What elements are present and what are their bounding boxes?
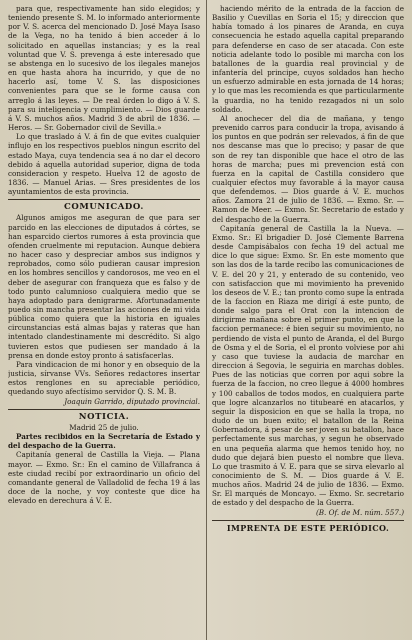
right-paragraph-2: Al anochecer del dia de mañana, y tengo prevenido carros para conducir la tropa, avisando á los puntos en que podrán ser relevados, á fin de que nos descanse mas que lo preciso; y pasar de que son de rey tan disponible que hace el otro de las horas de marcha; pues mi prevencion está con fuerza en la capital de Castilla considero que cualquier efectos muy favorable á la mayor causa que defendemos. — Dios guarde á V. E. muchos años. Zamora 21 de julio de 1836. — Exmo. Sr. — Ramon de Meer. — Exmo. Sr. Secretario de estado y del despacho de la Guerra. (212, 113, 404, 224)
left-paragraph-5: Partes recibidos en la Secretaría de Estado y del despacho de la Guerra. (8, 432, 200, 451)
left-paragraph-2: Lo que traslado á V. á fin de que evites cualquier influjo en los respectivos pueblos ningun escrito del estado Maya, cuya tendencia sea á no dar el decoro debido á aquella autoridad superior, digna de toda consideracion y respeto. Huelva 12 de agosto de 1836. — Manuel Arias. — Sres presidentes de los ayuntamientos de esta provincia. (8, 132, 200, 197)
column-rule (206, 0, 207, 640)
signature: Joaquin Garrido, diputado provincial. (64, 396, 200, 406)
section-heading-comunicado: COMUNICADO. (64, 202, 144, 213)
divider (212, 520, 404, 521)
divider (8, 409, 200, 410)
right-paragraph-1: haciendo mérito de la entrada de la faccion de Basilio y Cuevillas en Soria el 15; y direccion que había tomado á los pinares de Aranda, en cuya consecuencia he estado aquella capital preparando para defenderse en caso de ser atacada. Con este noticia adelante todo lo posible mi marcha con los batallones de la guardia real provincial y de infantería del principe, cuyos soldados han hecho un esfuerzo admirable en esta jornada de 14 horas; y lo que mas les recomienda es que particularmente la guardia, no ha tenido rezagados ni un solo soldado. (212, 4, 404, 114)
left-paragraph-3: Algunos amigos me aseguran de que para ser parcido en las elecciones de diputados á córtes, se han esparcido ciertos rumores á esta provincia que ofenden cruelmente mi reputacion. Aunque debiera no hacer caso y despreciar ambos sus indignos y reprobados, como sólo pudieran causar impresion en los hombres sencillos y candorosos, me veo en el deber de asegurar con franqueza que es falso y de todo punto calumnioso cualquiera medio que se haya adoptado para denigrarme. Afortunadamente puedo sin mancha presentar las acciones de mi vida pública como quiera que la historia en iguales circunstancias está almas bajas y rateras que han intentado clandestinamente mi descrédito. Si algo tuvieren estos que pudiesen ser mandado á la prensa en donde estoy pronto á satisfacerlas. (8, 213, 200, 360)
left-paragraph-4: Para vindicacion de mi honor y en obsequio de la justicia, sírvanse VVs. Señores redactores insertar estos renglones en su apreciable periódico, quedando suyo afectísimo servidor Q. S. M. B. (8, 359, 200, 397)
section-heading-noticia: NOTICIA. (78, 411, 130, 422)
left-paragraph-6: Capitanía general de Castilla la Vieja. — Plana mayor. — Exmo. Sr.: En el camino de Villafranca á este ciudad recibí por extraordinario un oficio del comandante general de Valladolid de fecha 19 á las doce de la noche, y voy conteste que dice ha elevado en derechura á V. E. (8, 450, 200, 506)
left-paragraph-1: para que, respectivamente han sido elegidos; y teniendo presente S. M. lo informado anteriormente por V. S. acerca del mencionado D. José Maya Isaso de la Vega, no ha tenido á bien acceder á lo solicitado en aquellas instancias; y es la real voluntad que V. S. prevenga á este interesado que se abstenga en lo sucesivo de los ilegales manejos en que hasta ahora ha incurrido, y que de no hacerlo así, tome V. S. las disposiciones convenientes para que se le forme causa con arreglo á las leyes. — De real órden lo digo á V. S. para su inteligencia y cumplimiento. — Dios guarde á V. S. muchos años. Madrid 3 de abril de 1836. — Heros. — Sr. Gobernador civil de Sevilla.» (8, 4, 200, 133)
printer-footer: IMPRENTA DE ESTE PERIÓDICO. (226, 522, 390, 533)
source-reference: (B. Of. de M. núm. 557.) (315, 507, 404, 517)
left-column (8, 4, 200, 636)
right-paragraph-3: Capitanía general de Castilla la la Nueva. — Exmo. Sr.: El brigadier D. José Clemente Barrena desde Campisábalos con fecha 19 del actual me dice lo que sigue: Exmo. Sr. En este momento que son las dos de la tarde recibo las comunicaciones de V. E. del 20 y 21, y enterado de su contenido, veo con satisfaccion que mi movimiento ha prevenido los deseos de V. E.; tan pronto como supe la entrada de la faccion en Riaza me dirigí á este punto, de donde salgo para el Orat con la intencion de dirigirme mañana sobre el primer punto, en que la faccion permanece: é bien seguir su movimiento, no perdiendo de vista el punto de Aranda, el del Burgo de Osma y el de Soria, el el pronto volviese por ahi y caso que tuviese la audacia de marchar en direccion á Segovia, le seguiria en marchas dobles. Pues de las noticias que corren por aqui sobre la fuerza de la faccion, no creo llegue á 4000 hombres y 100 caballos de todos modos, en cualquiera parte que logre alcanzarlos no titubearé en atacarlos, y seguir la disposicion en que se halla la tropa, no dudo de un buen exito; el batallon de la Reina Gobernadora, á pesar de ser joven su batallon, hace perfectamente sus marchas, y segun he observado en una pequeña alarma que hemos tenido hoy, no dudo que dejará bien puesto el nombre que lleva. Lo que trasmito á V. E. para que se sirva elevarlo al conocimiento de S. M. — Dios guarde á V. E. muchos años. Madrid 24 de julio de 1836. — Exmo. Sr. El marqués de Moncayo. — Exmo. Sr. secretario de estado y del despacho de la Guerra. (212, 223, 404, 508)
divider (8, 199, 200, 200)
dateline: Madrid 25 de julio. (69, 422, 139, 432)
right-column (212, 4, 404, 636)
